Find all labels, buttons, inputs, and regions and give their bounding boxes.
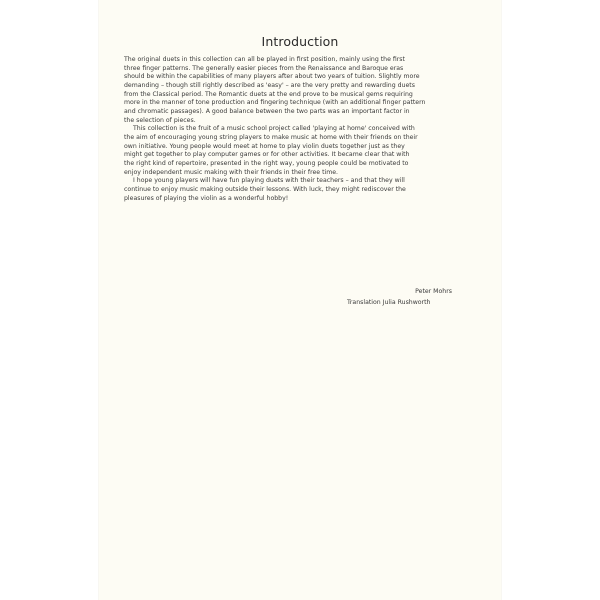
text-line: This collection is the fruit of a music school project called 'playing at home' conceived with: [133, 125, 415, 133]
author-name: Peter Mohrs: [415, 288, 452, 295]
text-line: enjoy independent music making with their friends in their free time.: [124, 168, 339, 176]
text-line: and chromatic passages). A good balance between the two parts was an important factor in: [124, 107, 410, 115]
text-line: the right kind of repertoire, presented in the right way, young people could be motivated to: [124, 159, 409, 167]
text-line: might get together to play computer games or for other activities. It became clear that with: [124, 151, 410, 159]
text-line: three finger patterns. The generally easier pieces from the Renaissance and Baroque eras: [124, 64, 404, 72]
book-page: [99, 0, 501, 600]
text-line: the selection of pieces.: [124, 116, 196, 124]
text-line: The original duets in this collection can all be played in first position, mainly using the first: [124, 56, 405, 63]
text-line: pleasures of playing the violin as a wonderful hobby!: [124, 194, 289, 202]
signature-block: [347, 286, 452, 308]
text-line: demanding – though still rightly described as 'easy' – are the very pretty and rewarding duets: [124, 81, 415, 89]
page-title: Introduction: [261, 34, 339, 49]
introduction-body: [124, 56, 480, 203]
text-line: I hope young players will have fun playing duets with their teachers – and that they will: [133, 177, 405, 185]
text-line: own initiative. Young people would meet at home to play violin duets together just as they: [124, 142, 405, 150]
text-line: from the Classical period. The Romantic duets at the end prove to be musical gems requiring: [124, 90, 413, 98]
text-line: more in the manner of tone production and fingering technique (with an additional finger pattern: [124, 99, 426, 107]
translator-credit: Translation Julia Rushworth: [347, 299, 431, 306]
paragraph-2: [124, 125, 480, 177]
text-line: the aim of encouraging young string players to make music at home with their friends on their: [124, 133, 418, 141]
paragraph-3: [124, 177, 480, 203]
text-line: continue to enjoy music making outside their lessons. With luck, they might rediscover the: [124, 185, 406, 193]
paragraph-1: [124, 56, 480, 125]
text-line: should be within the capabilities of many players after about two years of tuition. Slightly more: [124, 73, 420, 81]
